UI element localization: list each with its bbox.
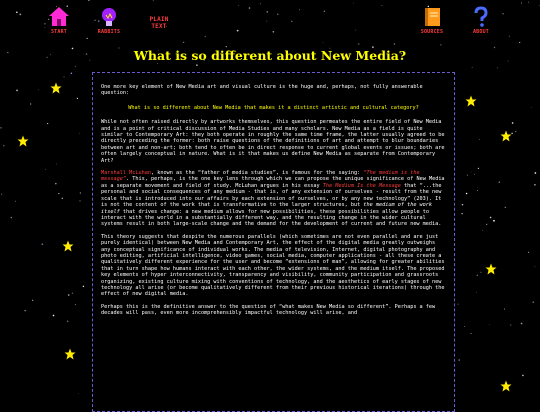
nav-start-label: START — [50, 29, 68, 35]
background-star — [53, 315, 55, 317]
background-star — [47, 123, 48, 124]
background-star — [497, 67, 498, 68]
nav-plain-text-button[interactable] — [141, 6, 177, 30]
background-star — [77, 98, 78, 99]
background-star — [471, 333, 472, 334]
background-star — [440, 44, 441, 45]
background-star — [79, 133, 80, 134]
background-star — [467, 175, 468, 176]
background-star — [477, 275, 478, 276]
question-mark-icon — [470, 6, 492, 28]
top-navigation — [0, 6, 540, 42]
background-star — [80, 200, 81, 201]
background-star — [504, 309, 505, 310]
star-icon — [500, 380, 512, 392]
background-star — [479, 139, 480, 140]
paragraph-2-text-3: that “...the personal and social consequences of any medium - that is, of any extension of ourselves - result from the new scale that is introduced into our affairs by each extension of ourselves, or by any new technology” (203). It is not the content of the work that is transformative to the larger structures, but — [101, 182, 442, 209]
background-star — [58, 193, 59, 194]
star-icon — [50, 82, 62, 94]
background-star — [153, 0, 154, 1]
star-icon — [500, 130, 512, 142]
nav-plain-text-label: PLAIN TEXT — [149, 16, 169, 30]
background-star — [64, 76, 65, 77]
background-star — [528, 2, 529, 3]
background-star — [323, 42, 324, 43]
background-star — [486, 224, 487, 225]
background-star — [457, 304, 458, 305]
background-star — [1, 127, 2, 128]
home-icon — [48, 6, 70, 28]
background-star — [535, 266, 536, 267]
paragraph-1: While not often raised directly by artworks themselves, this question permeates the entire field of New Media and is a point of critical discussion of Media Studies and many scholars. New Media as a field is quite similar to Contemporary Art: they both operate in roughly the same time frame, the latter usually agreed to be directly preceding the former: both raise questions of the definitions of art and attempt to blur boundaries between art and non-art; both tend to often be in direct response to current global events or issues; both are often largely conceptual in nature. What is it that makes us define New Media as separate from Contemporary Art? — [101, 119, 445, 164]
paragraph-3: This theory suggests that despite the numerous parallels (which sometimes are not even parallel and are just purely identical) between New Media and Contemporary Art, the effect of the digital media greatly outweighs any conceptual significance of individual works. The media of television, Internet, digital photography and photo editing, artificial intelligence, video games, social media, computer applications - all these create a qualitatively different experience for the user and become “extensions of man”, allowing for greater abilities that in turn shape how humans interact with each other, the wider systems, and the medium itself. The proposed key elements of hyper interconnectivity, transparency and visibility, community participation and grassroots organizing, existing culture mixing with conventions of technology, and the aesthetics of early stages of new technology all arise (or become qualitatively different from their previous historical iterations) through the effect of new digital media. — [101, 233, 445, 298]
background-star — [25, 310, 26, 311]
mcluhan-link[interactable]: Marshall McLuhan — [101, 170, 151, 177]
background-star — [462, 204, 464, 206]
star-icon — [17, 135, 29, 147]
lightbulb-icon — [98, 6, 120, 28]
background-star — [535, 172, 537, 174]
nav-sources-label: SOURCES — [420, 29, 444, 35]
background-star — [260, 3, 261, 4]
background-star — [56, 164, 57, 165]
essay-title-link[interactable]: The Medium Is the Message — [322, 182, 401, 189]
background-star — [482, 230, 483, 231]
star-icon — [64, 348, 76, 360]
nav-start-button[interactable] — [41, 6, 77, 35]
background-star — [80, 192, 81, 193]
background-star — [38, 89, 39, 90]
background-star — [16, 90, 18, 92]
background-star — [461, 213, 462, 214]
paragraph-2-emphasis: the medium of the work itself — [101, 202, 433, 215]
medium-message-quote: “The medium is the message” — [101, 170, 420, 183]
page-title: What is so different about New Media? — [133, 48, 407, 63]
background-star — [521, 323, 523, 325]
background-star — [476, 292, 477, 293]
paragraph-2 — [101, 170, 446, 228]
background-star — [472, 67, 473, 68]
star-icon — [485, 263, 497, 275]
paragraph-2-text-4: that drives change: a new medium allows for new possibilities, these possibilities allow people to interact with the world in a substantially different way, and the resulting change in the wider cultural systems result in both large-scale change and the demand for the development of current and future new media. — [101, 208, 442, 228]
background-star — [515, 131, 516, 132]
nav-rabbits-label: RABBITS — [97, 29, 121, 35]
background-star — [83, 286, 84, 287]
background-star — [88, 0, 89, 1]
background-star — [466, 193, 468, 195]
background-star — [464, 326, 465, 327]
background-star — [30, 103, 31, 104]
background-star — [498, 181, 500, 183]
paragraph-2-text-2: . This, perhaps, is the one key lens through which we can propose the unique significance of New Media as a separate movement and field of study. McLuhan argues in his essay — [101, 176, 445, 189]
background-star — [78, 393, 79, 394]
background-star — [455, 113, 456, 114]
paragraph-4: Perhaps this is the definitive answer to the question of “what makes New Media so different”. Perhaps a few decades will pass, even more incomprehensibly impactful technology will arise, and — [101, 303, 436, 317]
background-star — [32, 300, 33, 301]
background-star — [3, 145, 4, 146]
background-star — [72, 293, 73, 294]
key-question: What is so different about New Media that makes it a distinct artistic and cultural category? — [128, 104, 419, 111]
background-star — [519, 42, 520, 43]
background-star — [510, 325, 511, 326]
background-star — [471, 172, 472, 173]
background-star — [490, 217, 492, 219]
background-star — [480, 272, 481, 273]
background-star — [522, 375, 524, 377]
background-star — [75, 66, 76, 67]
star-icon — [465, 95, 477, 107]
background-star — [394, 43, 396, 45]
background-star — [478, 168, 479, 169]
background-star — [474, 174, 475, 175]
background-star — [62, 198, 63, 199]
background-star — [505, 207, 506, 208]
background-star — [458, 359, 460, 361]
background-star — [353, 3, 354, 4]
paragraph-2-text-1: , known as the “father of media studies”, is famous for the saying: — [150, 170, 364, 177]
background-star — [45, 169, 46, 170]
background-star — [532, 301, 534, 303]
background-star — [512, 122, 514, 124]
nav-sources-button[interactable] — [414, 6, 450, 35]
background-star — [1, 194, 2, 195]
nav-about-button[interactable] — [463, 6, 499, 35]
background-star — [71, 73, 73, 75]
nav-about-label: ABOUT — [472, 29, 490, 35]
background-star — [42, 243, 44, 245]
nav-rabbits-button[interactable] — [91, 6, 127, 35]
background-star — [528, 252, 529, 253]
background-star — [489, 324, 490, 325]
background-star — [358, 43, 360, 45]
background-star — [477, 190, 478, 191]
background-star — [196, 64, 198, 66]
background-star — [531, 107, 532, 108]
background-star — [68, 294, 70, 296]
star-icon — [62, 240, 74, 252]
content-panel — [92, 72, 455, 412]
background-star — [75, 304, 76, 305]
intro-paragraph: One more key element of New Media art and visual culture is the huge and, perhaps, not fully answerable question: — [101, 84, 423, 97]
background-star — [67, 320, 69, 322]
book-icon — [421, 6, 443, 28]
background-star — [11, 217, 13, 219]
background-star — [55, 183, 57, 185]
background-star — [534, 184, 536, 186]
background-star — [521, 3, 522, 4]
background-star — [15, 201, 16, 202]
background-star — [493, 220, 495, 222]
